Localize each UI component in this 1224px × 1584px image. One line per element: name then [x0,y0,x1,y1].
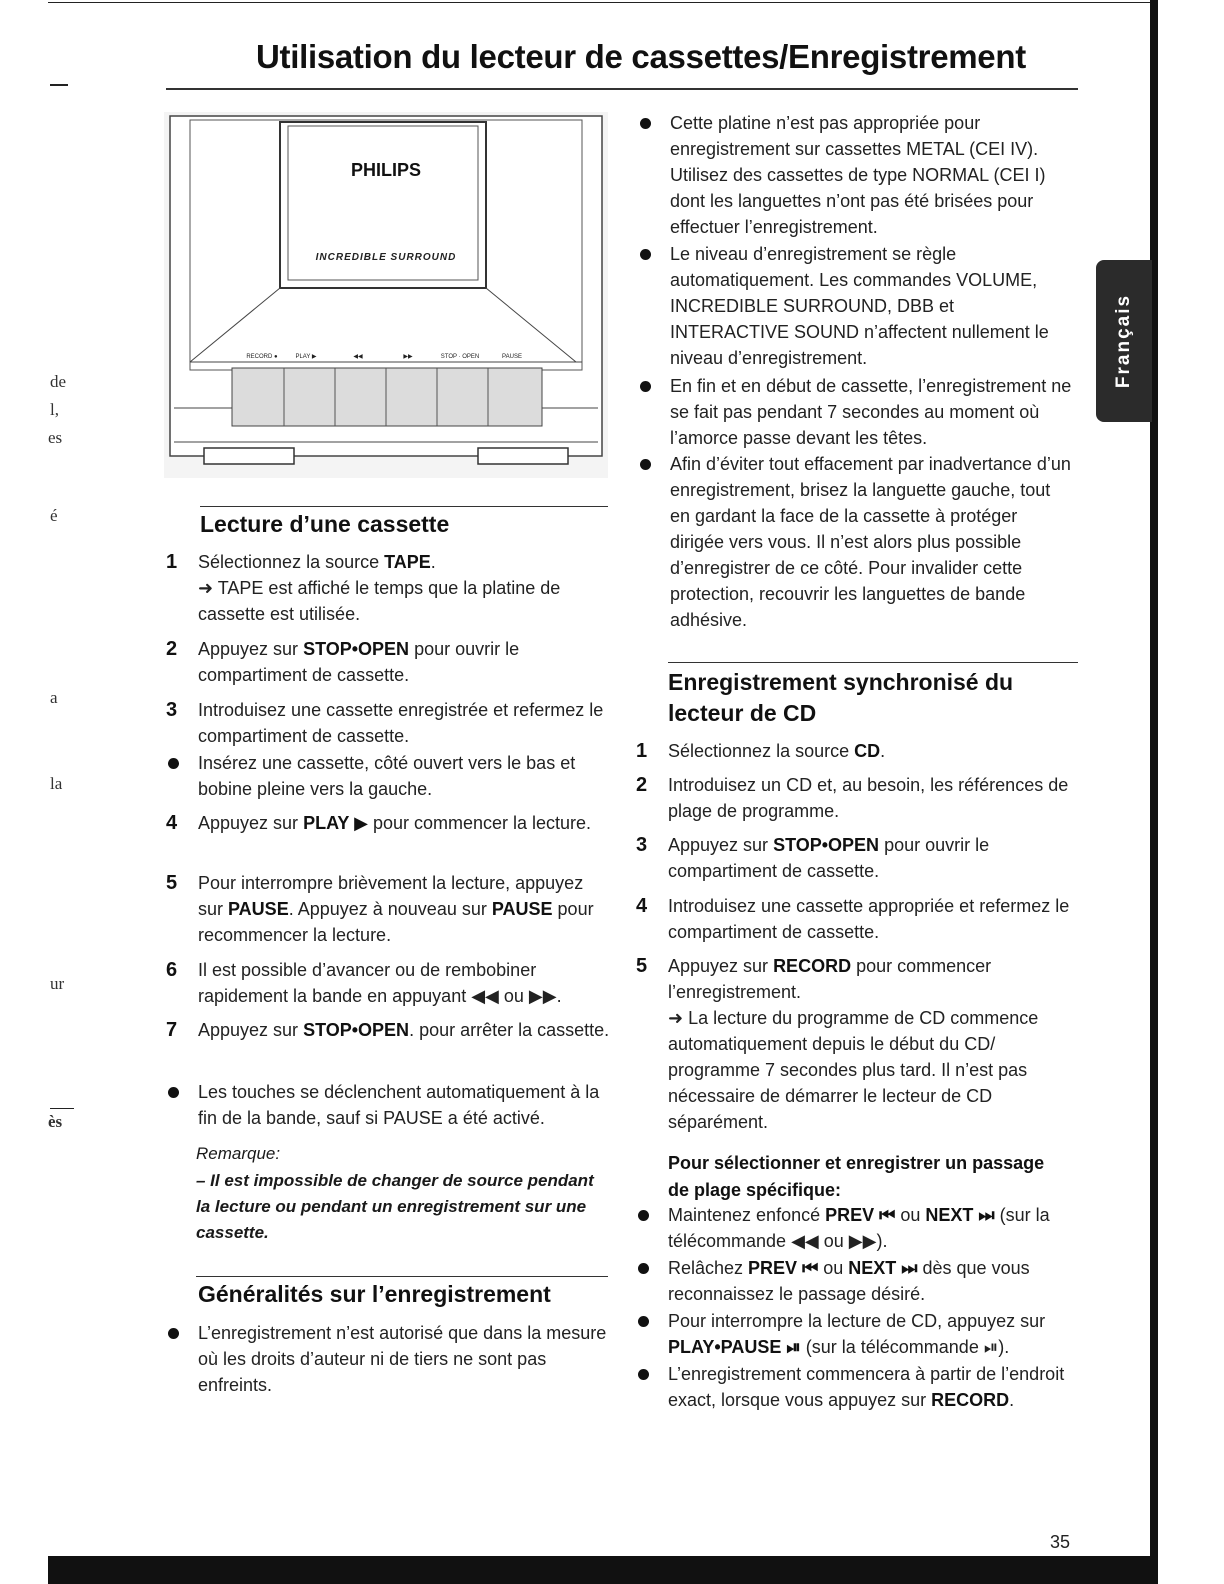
step-number: 5 [166,872,178,894]
bullet-icon [168,1328,179,1339]
page-title: Utilisation du lecteur de cassettes/Enregistrement [256,38,1026,75]
step-text: Pour interrompre brièvement la lecture, appuyez sur PAUSE. Appuyez à nouveau sur PAUSE pour recommencer la lecture. [198,873,594,945]
page-number: 35 [1050,1532,1071,1552]
margin-fragment: ur [50,974,65,993]
margin-fragment: la [50,774,63,793]
top-rule [48,2,1152,3]
step-number: 2 [636,774,648,796]
bullet-icon [638,1369,649,1380]
step-text: Introduisez une cassette appropriée et refermez le compartiment de cassette. [668,896,1070,942]
bullet-text: L’enregistrement commencera à partir de l’endroit exact, lorsque vous appuyez sur RECORD. [668,1364,1065,1410]
bullet-icon [638,1316,649,1327]
margin-mark [50,1108,74,1109]
bullet-text: L’enregistrement n’est autorisé que dans la mesure où les droits d’auteur ni de tiers ne sont pas enfreints. [198,1323,607,1395]
margin-mark [50,84,68,86]
subheading-passage: Pour sélectionner et enregistrer un passage de plage spécifique: [668,1153,1045,1200]
step-text: Sélectionnez la source CD. [668,741,886,761]
step-number: 4 [166,812,178,834]
step-number: 5 [636,955,648,977]
bullet-icon [638,1210,649,1221]
step-number: 6 [166,959,178,981]
step-text: Appuyez sur STOP•OPEN. pour arrêter la cassette. [198,1020,610,1040]
bullet-text: Insérez une cassette, côté ouvert vers le bas et bobine pleine vers la gauche. [198,753,576,799]
language-tab [1096,260,1152,422]
step-text: Appuyez sur STOP•OPEN pour ouvrir le compartiment de cassette. [668,835,990,881]
bullet-text: Cette platine n’est pas appropriée pour enregistrement sur cassettes METAL (CEI IV). Utilisez des cassettes de type NORMAL (CEI I) dont les languettes n’ont pas été brisées pour effectuer l’enregistrement. [670,113,1046,237]
deck-button-label: ◀◀ [353,353,363,360]
bullet-icon [168,758,179,769]
section-rule [196,1276,608,1277]
step-text: Appuyez sur PLAY ▶ pour commencer la lecture. [198,813,592,833]
scan-edge [1150,0,1158,1584]
remark-heading: Remarque: [196,1144,281,1163]
step-number: 3 [166,699,178,721]
bullet-icon [640,459,651,470]
scan-bottom-bar [48,1556,1158,1584]
step-number: 1 [636,740,648,762]
step-text: Il est possible d’avancer ou de rembobiner rapidement la bande en appuyant ◀◀ ou ▶▶. [198,960,562,1006]
remark-text: – Il est impossible de changer de source pendant la lecture ou pendant un enregistrement sur une cassette. [196,1171,594,1242]
bullet-text: Afin d’éviter tout effacement par inadvertance d’un enregistrement, brisez la languette gauche, tout en gardant la face de la cassette à protéger dirigée vers vous. Il n’est alors plus possible d’enregistrer de ce côté. Pour invalider cette protection, recouvrir les languettes de bande adhésive. [670,454,1071,630]
step-text: Sélectionnez la source TAPE. ➜ TAPE est affiché le temps que la platine de cassette est utilisée. [198,552,561,624]
cassette-deck-drawing [164,112,608,478]
language-tab-label: Français [1113,293,1134,389]
step-number: 3 [636,834,648,856]
title-rule [166,88,1078,90]
bullet-text: Relâchez PREV ⏮ ou NEXT ⏭ dès que vous reconnaissez le passage désiré. [668,1258,1030,1304]
margin-fragment: ès [48,1112,63,1131]
step-number: 7 [166,1019,178,1041]
bullet-text: Pour interrompre la lecture de CD, appuyez sur PLAY•PAUSE ⏯ (sur la télécommande ⏯). [668,1311,1046,1357]
step-text: Introduisez un CD et, au besoin, les références de plage de programme. [668,775,1069,821]
margin-fragment: a [50,688,58,707]
deck-button-label: ▶▶ [403,353,413,360]
step-text: Introduisez une cassette enregistrée et refermez le compartiment de cassette. [198,700,604,746]
bullet-text: Maintenez enfoncé PREV ⏮ ou NEXT ⏭ (sur la télécommande ◀◀ ou ▶▶). [668,1205,1050,1251]
feature-label: INCREDIBLE SURROUND [315,252,457,263]
bullet-icon [638,1263,649,1274]
remark-block [196,1144,596,1246]
bullet-icon [640,118,651,129]
step-text: Appuyez sur RECORD pour commencer l’enregistrement. ➜ La lecture du programme de CD commence automatiquement depuis le début du CD/ programme 7 secondes plus tard. Il n’est pas nécessaire de démarrer le lecteur de CD séparément. [668,956,1039,1132]
section-heading-playback: Lecture d’une cassette [200,511,450,537]
bullet-icon [168,1087,179,1098]
margin-fragment: de [50,372,67,391]
section-heading-general: Généralités sur l’enregistrement [198,1281,551,1307]
deck-button-label: STOP · OPEN [440,354,480,360]
margin-fragment: é [50,506,58,525]
bullet-text: En fin et en début de cassette, l’enregistrement ne se fait pas pendant 7 secondes au moment où l’amorce passe devant les têtes. [670,376,1072,448]
section-heading-sync: Enregistrement synchronisé du lecteur de CD [668,669,1014,726]
step-number: 2 [166,638,178,660]
step-number: 1 [166,551,178,573]
step-text: Appuyez sur STOP•OPEN pour ouvrir le compartiment de cassette. [198,639,520,685]
deck-button-label: RECORD ● [246,354,278,360]
bullet-icon [640,381,651,392]
brand-logo-text: PHILIPS [350,160,422,180]
margin-fragment: es [48,428,63,447]
step-number: 4 [636,895,648,917]
bullet-icon [640,249,651,260]
margin-fragment: l, [50,400,59,419]
section-rule [668,662,1078,663]
bullet-text: Le niveau d’enregistrement se règle automatiquement. Les commandes VOLUME, INCREDIBLE SURROUND, DBB et INTERACTIVE SOUND n’affectent nullement le niveau d’enregistrement. [670,244,1049,368]
deck-button-label: PLAY ▶ [295,354,317,360]
bullet-text: Les touches se déclenchent automatiquement à la fin de la bande, sauf si PAUSE a été activé. [198,1082,600,1128]
section-rule [200,506,608,507]
deck-button-label: PAUSE [502,354,522,360]
device-illustration [164,112,608,478]
